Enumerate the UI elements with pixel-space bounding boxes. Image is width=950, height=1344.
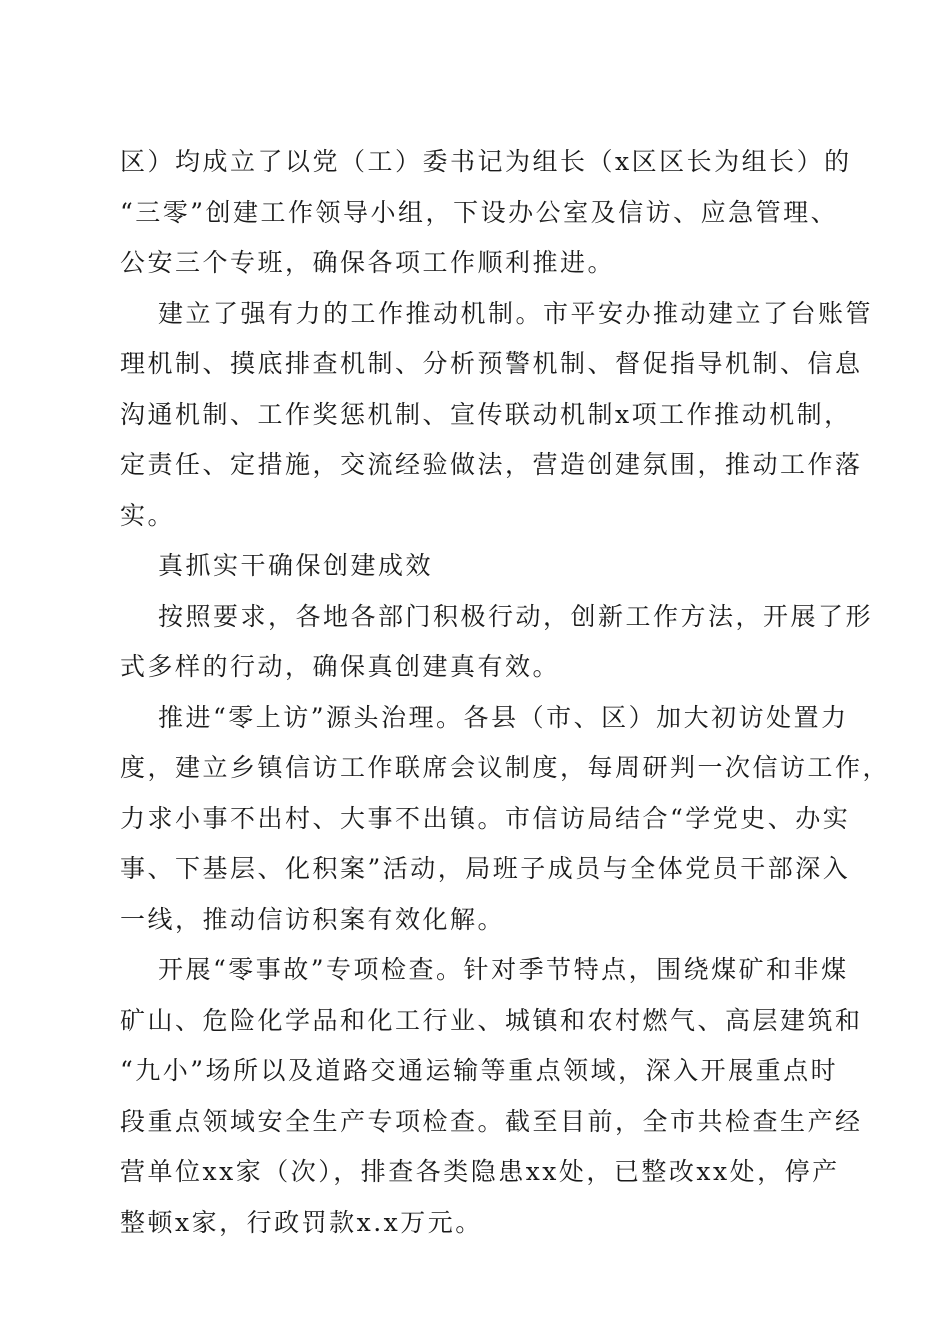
section-heading (120, 541, 825, 592)
text-line: 段重点领域安全生产专项检查。截至目前，全市共检查生产经 (120, 1106, 863, 1136)
heading-line: 真抓实干确保创建成效 (158, 551, 434, 580)
paragraph-leadership-group (120, 137, 852, 289)
text-line: 公安三个专班，确保各项工作顺利推进。 (120, 248, 616, 277)
text-line: 推进“零上访”源头治理。各县（市、区）加大初访处置力 (158, 702, 849, 732)
text-line: 区）均成立了以党（工）委书记为组长（x区区长为组长）的 (120, 147, 852, 176)
text-line: 开展“零事故”专项检查。针对季节特点，围绕煤矿和非煤 (158, 955, 849, 984)
text-line: 定责任、定措施，交流经验做法，营造创建氛围，推动工作落 (120, 450, 863, 479)
text-line: “三零”创建工作领导小组，下设办公室及信访、应急管理、 (120, 197, 839, 227)
text-line: “九小”场所以及道路交通运输等重点领域，深入开展重点时 (120, 1056, 839, 1085)
text-line: 沟通机制、工作奖惩机制、宣传联动机制x项工作推动机制， (120, 399, 852, 429)
text-line: 度，建立乡镇信访工作联席会议制度，每周研判一次信访工作， (120, 753, 891, 782)
text-line: 矿山、危险化学品和化工行业、城镇和农村燃气、高层建筑和 (120, 1005, 863, 1035)
text-line: 整顿x家，行政罚款x.x万元。 (120, 1207, 483, 1237)
document-body (120, 137, 891, 1248)
text-line: 营单位xx家（次），排查各类隐患xx处，已整改xx处，停产 (120, 1157, 840, 1186)
text-line: 按照要求，各地各部门积极行动，创新工作方法，开展了形 (158, 601, 874, 631)
text-line: 建立了强有力的工作推动机制。市平安办推动建立了台账管 (158, 298, 874, 328)
text-line: 实。 (120, 500, 176, 530)
paragraph-zero-accident (120, 945, 863, 1248)
text-line: 式多样的行动，确保真创建真有效。 (120, 652, 561, 681)
text-line: 事、下基层、化积案”活动，局班子成员与全体党员干部深入 (120, 854, 851, 883)
paragraph-zero-petition (120, 693, 891, 946)
paragraph-requirements (120, 592, 874, 693)
text-line: 一线，推动信访积案有效化解。 (120, 904, 506, 934)
text-line: 力求小事不出村、大事不出镇。市信访局结合“学党史、办实 (120, 803, 851, 833)
paragraph-work-mechanism (120, 289, 874, 542)
text-line: 理机制、摸底排查机制、分析预警机制、督促指导机制、信息 (120, 349, 863, 378)
